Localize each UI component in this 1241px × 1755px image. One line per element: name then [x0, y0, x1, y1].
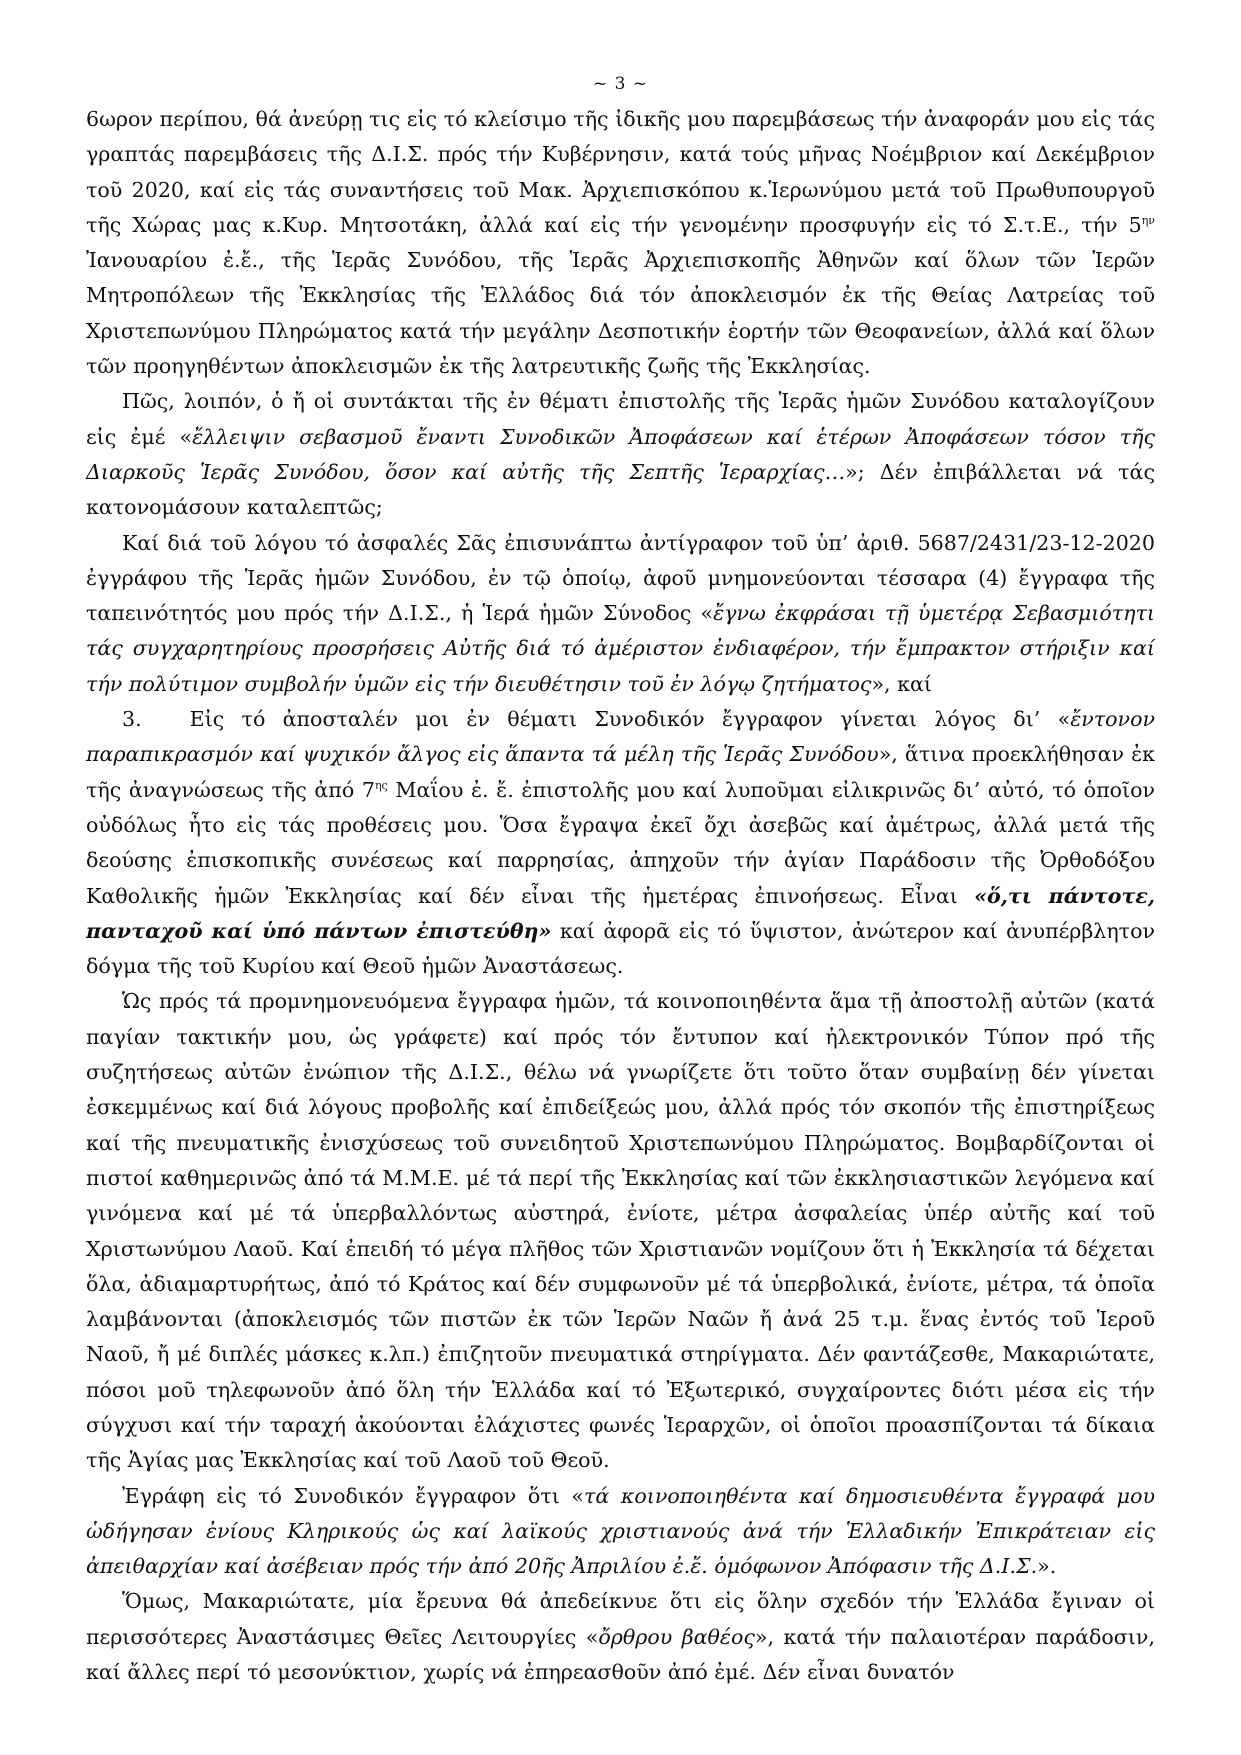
paragraph: [86, 526, 1155, 702]
paragraph: [86, 384, 1155, 525]
text-run: καί ἀφορᾶ εἰς τό ὕψιστον, ἀνώτερον καί ἀνυπέρβλητον δόγμα τῆς τοῦ Κυρίου καί Θεοῦ ἡμῶν Ἀναστάσεως.: [86, 918, 1155, 979]
paragraph: [86, 102, 1155, 384]
paragraph: [86, 984, 1155, 1478]
quoted-text: ἔντονον παραπικρασμόν καί ψυχικόν ἄλγος εἰς ἅπαντα τά μέλη τῆς Ἱερᾶς Συνόδου: [86, 707, 1155, 767]
ordinal-superscript: ην: [1141, 214, 1155, 228]
document-body: [86, 102, 1155, 1690]
text-run: », ἅτινα προεκλήθησαν ἐκ τῆς ἀναγνώσεως τῆς ἀπό 7: [86, 742, 1155, 802]
text-run: Ὅμως, Μακαριώτατε, μία ἔρευνα θά ἀπεδείκνυε ὅτι εἰς ὅλην σχεδόν τήν Ἑλλάδα ἔγιναν οἱ περισσότερες Ἀναστάσιμες Θεῖες Λειτουργίες «: [86, 1589, 1155, 1649]
text-run: Μαΐου ἐ. ἔ. ἐπιστολῆς μου καί λυποῦμαι εἰλικρινῶς δι’ αὐτό, τό ὁποῖον οὐδόλως ἦτο εἰς τάς προθέσεις μου. Ὅσα ἔγραψα ἐκεῖ ὄχι ἀσεβῶς καί ἀμέτρως, ἀλλά μετά τῆς δεούσης ἐπισκοπικῆς συνέσεως καί παρρησίας, ἀπηχοῦν τήν ἁγίαν Παράδοσιν τῆς Ὀρθοδόξου Καθολικῆς ἡμῶν Ἐκκλησίας καί δέν εἶναι τῆς ἡμετέρας ἐπινοήσεως. Εἶναι: [86, 777, 1155, 908]
text-run: Εἰς τό ἀποσταλέν μοι ἐν θέματι Συνοδικόν ἔγγραφον γίνεται λόγος δι’ «: [189, 707, 1071, 732]
paragraph: [86, 1584, 1155, 1690]
text-run: Πῶς, λοιπόν, ὁ ἤ οἱ συντάκται τῆς ἐν θέματι ἐπιστολῆς τῆς Ἱερᾶς ἡμῶν Συνόδου καταλογίζουν εἰς ἐμέ «: [86, 389, 1155, 449]
section-number: 3.: [122, 707, 142, 732]
quoted-text: ὄρθρου βαθέος: [598, 1624, 755, 1649]
text-run: »; Δέν ἐπιβάλλεται νά τάς κατονομάσουν καταλεπτῶς;: [86, 459, 1156, 520]
paragraph: [86, 1479, 1155, 1585]
text-run: ».: [1037, 1554, 1057, 1579]
emphasized-quote: «ὅ,τι πάντοτε, πανταχοῦ καί ὑπό πάντων ἐπιστεύθη»: [86, 883, 1155, 943]
text-run: », καί: [871, 671, 932, 696]
paragraph: [86, 702, 1155, 984]
quoted-text: ἔγνω ἐκφράσαι τῇ ὑμετέρᾳ Σεβασμιότητι τάς συγχαρητηρίους προσρήσεις Αὐτῆς διά τό ἀμέριστον ἐνδιαφέρον, τήν ἔμπρακτον στήριξιν καί τήν πολύτιμον συμβολήν ὑμῶν εἰς τήν διευθέτησιν τοῦ ἐν λόγῳ ζητήματος: [86, 601, 1155, 696]
text-run: », κατά τήν παλαιοτέραν παράδοσιν, καί ἄλλες περί τό μεσονύκτιον, χωρίς νά ἐπηρεασθοῦν ἀπό ἐμέ. Δέν εἶναι δυνατόν: [86, 1624, 1155, 1685]
text-run: Ὡς πρός τά προμνημονευόμενα ἔγγραφα ἡμῶν, τά κοινοποιηθέντα ἅμα τῇ ἀποστολῇ αὐτῶν (κατά παγίαν τακτικήν μου, ὡς γράφετε) καί πρός τόν ἔντυπον καί ἠλεκτρονικόν Τύπον πρό τῆς συζητήσεως αὐτῶν ἐνώπιον τῆς Δ.Ι.Σ., θέλω νά γνωρίζετε ὅτι τοῦτο ὅταν συμβαίνῃ δέν γίνεται ἐσκεμμένως καί διά λόγους προβολῆς καί ἐπιδείξεώς μου, ἀλλά πρός τόν σκοπόν τῆς ἐπιστηρίξεως καί τῆς πνευματικῆς ἐνισχύσεως τοῦ συνειδητοῦ Χριστεπωνύμου Πληρώματος. Βομβαρδίζονται οἱ πιστοί καθημερινῶς ἀπό τά Μ.Μ.Ε. μέ τά περί τῆς Ἐκκλησίας καί τῶν ἐκκλησιαστικῶν λεγόμενα καί γινόμενα καί μέ τά ὑπερβαλλόντως αὐστηρά, ἐνίοτε, μέτρα ἀσφαλείας ὑπέρ αὐτῆς καί τοῦ Χριστωνύμου Λαοῦ. Καί ἐπειδή τό μέγα πλῆθος τῶν Χριστιανῶν νομίζουν ὅτι ἡ Ἐκκλησία τά δέχεται ὅλα, ἀδιαμαρτυρήτως, ἀπό τό Κράτος καί δέν συμφωνοῦν μέ τά ὑπερβολικά, ἐνίοτε, μέτρα, τά ὁποῖα λαμβάνονται (ἀποκλεισμός τῶν πιστῶν ἐκ τῶν Ἱερῶν Ναῶν ἤ ἀνά 25 τ.μ. ἕνας ἐντός τοῦ Ἱεροῦ Ναοῦ, ἤ μέ διπλές μάσκες κ.λπ.) ἐπιζητοῦν πνευματικά στηρίγματα. Δέν φαντάζεσθε, Μακαριώτατε, πόσοι μοῦ τηλεφωνοῦν ἀπό ὅλη τήν Ἑλλάδα καί τό Ἐξωτερικό, συγχαίροντες διότι μέσα εἰς τήν σύγχυσι καί τήν ταραχή ἀκούονται ἐλάχιστες φωνές Ἱεραρχῶν, οἱ ὁποῖοι προασπίζονται τά δίκαια τῆς Ἁγίας μας Ἐκκλησίας καί τοῦ Λαοῦ τοῦ Θεοῦ.: [86, 989, 1155, 1473]
text-run: 6ωρον περίπου, θά ἀνεύρῃ τις εἰς τό κλείσιμο τῆς ἰδικῆς μου παρεμβάσεως τήν ἀναφοράν μου εἰς τάς γραπτάς παρεμβάσεις τῆς Δ.Ι.Σ. πρός τήν Κυβέρνησιν, κατά τούς μῆνας Νοέμβριον καί Δεκέμβριον τοῦ 2020, καί εἰς τάς συναντήσεις τοῦ Μακ. Ἀρχιεπισκόπου κ.Ἱερωνύμου μετά τοῦ Πρωθυπουργοῦ τῆς Χώρας μας κ.Κυρ. Μητσοτάκη, ἀλλά καί εἰς τήν γενομένην προσφυγήν εἰς τό Σ.τ.Ε., τήν 5: [86, 107, 1155, 237]
quoted-text: τά κοινοποιηθέντα καί δημοσιευθέντα ἔγγραφά μου ὡδήγησαν ἐνίους Κληρικούς ὡς καί λαϊκούς χριστιανούς ἀνά τήν Ἑλλαδικήν Ἐπικράτειαν εἰς ἀπειθαρχίαν καί ἀσέβειαν πρός τήν ἀπό 20ῆς Ἀπριλίου ἐ.ἔ. ὁμόφωνον Ἀπόφασιν τῆς Δ.Ι.Σ.: [86, 1483, 1155, 1579]
text-run: Καί διά τοῦ λόγου τό ἀσφαλές Σᾶς ἐπισυνάπτω ἀντίγραφον τοῦ ὑπ’ ἀριθ. 5687/2431/23-12-2020 ἐγγράφου τῆς Ἱερᾶς ἡμῶν Συνόδου, ἐν τῷ ὁποίῳ, ἀφοῦ μνημονεύονται τέσσαρα (4) ἔγγραφα τῆς ταπεινότητός μου πρός τήν Δ.Ι.Σ., ἡ Ἱερά ἡμῶν Σύνοδος «: [86, 530, 1155, 626]
text-run: Ἐγράφη εἰς τό Συνοδικόν ἔγγραφον ὅτι «: [122, 1483, 584, 1508]
text-run: Ἰανουαρίου ἐ.ἔ., τῆς Ἱερᾶς Συνόδου, τῆς Ἱερᾶς Ἀρχιεπισκοπῆς Ἀθηνῶν καί ὅλων τῶν Ἱερῶν Μητροπόλεων τῆς Ἐκκλησίας τῆς Ἑλλάδος διά τόν ἀποκλεισμόν ἐκ τῆς Θείας Λατρείας τοῦ Χριστεπωνύμου Πληρώματος κατά τήν μεγάλην Δεσποτικήν ἑορτήν τῶν Θεοφανείων, ἀλλά καί ὅλων τῶν προηγηθέντων ἀποκλεισμῶν ἐκ τῆς λατρευτικῆς ζωῆς τῆς Ἐκκλησίας.: [86, 248, 1155, 379]
quoted-text: ἔλλειψιν σεβασμοῦ ἔναντι Συνοδικῶν Ἀποφάσεων καί ἑτέρων Ἀποφάσεων τόσον τῆς Διαρκοῦς Ἱερᾶς Συνόδου, ὅσον καί αὐτῆς τῆς Σεπτῆς Ἱεραρχίας…: [86, 424, 1155, 484]
ordinal-superscript: ης: [374, 778, 388, 792]
page-number: ~ 3 ~: [592, 74, 649, 94]
